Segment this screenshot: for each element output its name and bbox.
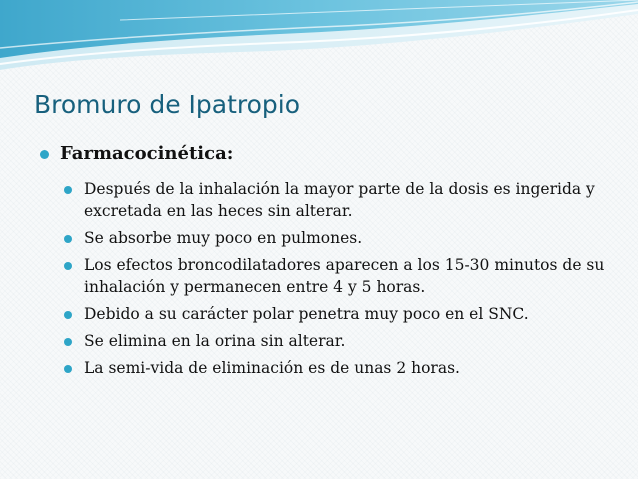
list-item	[62, 330, 620, 352]
slide-content	[40, 142, 620, 384]
list-item-text: Se elimina en la orina sin alterar.	[84, 332, 346, 350]
list-item-text: Los efectos broncodilatadores aparecen a los 15-30 minutos de su inhalación y permanecen entre 4 y 5 horas.	[84, 256, 605, 296]
list-item-text: Después de la inhalación la mayor parte de la dosis es ingerida y excretada en las heces sin alterar.	[84, 180, 595, 220]
header-wave-decoration	[0, 0, 638, 80]
bullet-icon	[64, 338, 72, 346]
section-heading	[40, 142, 620, 166]
slide-title: Bromuro de Ipatropio	[34, 90, 301, 119]
list-item-text: La semi-vida de eliminación es de unas 2 horas.	[84, 359, 460, 377]
list-item	[62, 227, 620, 249]
list-item	[62, 178, 620, 222]
bullet-icon	[64, 186, 72, 194]
bullet-icon	[40, 150, 49, 159]
bullet-icon	[64, 311, 72, 319]
bullet-list	[40, 178, 620, 379]
list-item-text: Se absorbe muy poco en pulmones.	[84, 229, 363, 247]
section-heading-label: Farmacocinética:	[60, 143, 234, 164]
bullet-icon	[64, 262, 72, 270]
list-item	[62, 357, 620, 379]
bullet-icon	[64, 365, 72, 373]
list-item-text: Debido a su carácter polar penetra muy poco en el SNC.	[84, 305, 529, 323]
list-item	[62, 254, 620, 298]
list-item	[62, 303, 620, 325]
bullet-icon	[64, 235, 72, 243]
